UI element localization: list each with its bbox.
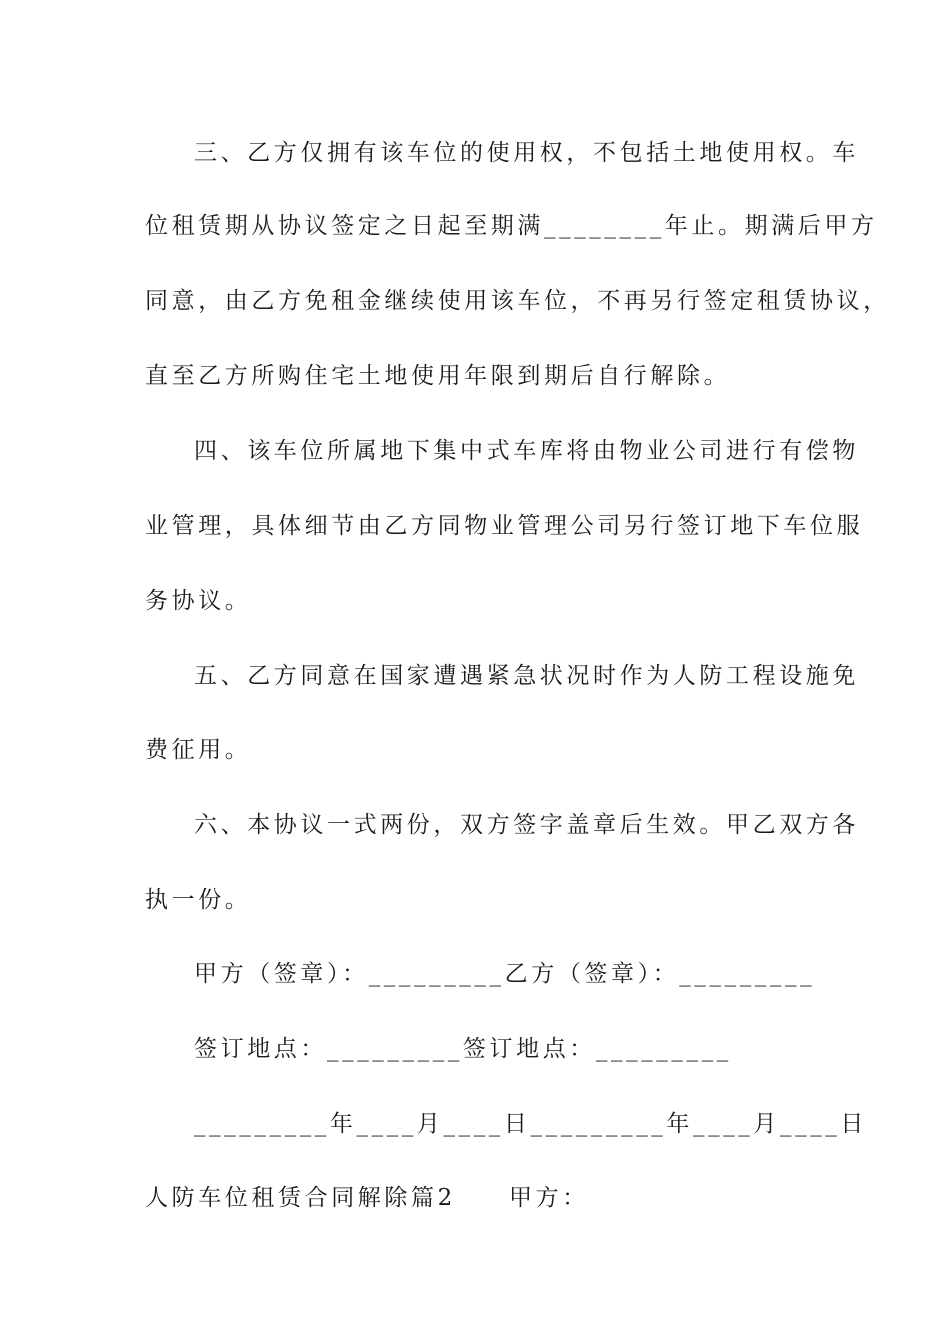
clause-5-line-1: 五、乙方同意在国家遭遇紧急状况时作为人防工程设施免 [194,663,859,689]
clause-4-line-1: 四、该车位所属地下集中式车库将由物业公司进行有偿物 [194,438,859,464]
clause-3-line-2: 位租赁期从协议签定之日起至期满________年止。期满后甲方 [145,213,878,239]
section-heading-line: 人防车位租赁合同解除篇2 甲方： [145,1185,589,1211]
clause-3-line-4: 直至乙方所购住宅土地使用年限到期后自行解除。 [145,363,731,389]
signature-line: 甲方（签章）：_________乙方（签章）：_________ [194,961,816,987]
clause-4-line-2: 业管理，具体细节由乙方同物业管理公司另行签订地下车位服 [145,513,864,539]
clause-4-line-3: 务协议。 [145,588,252,614]
date-line: _________年____月____日_________年____月____日 [194,1111,867,1137]
clause-5-line-2: 费征用。 [145,737,252,763]
signing-place-line: 签订地点：_________签订地点：_________ [194,1036,732,1062]
clause-3-line-3: 同意，由乙方免租金继续使用该车位，不再另行签定租赁协议， [145,288,890,314]
clause-6-line-1: 六、本协议一式两份，双方签字盖章后生效。甲乙双方各 [194,812,859,838]
clause-6-line-2: 执一份。 [145,887,252,913]
clause-3-line-1: 三、乙方仅拥有该车位的使用权，不包括土地使用权。车 [194,140,859,166]
